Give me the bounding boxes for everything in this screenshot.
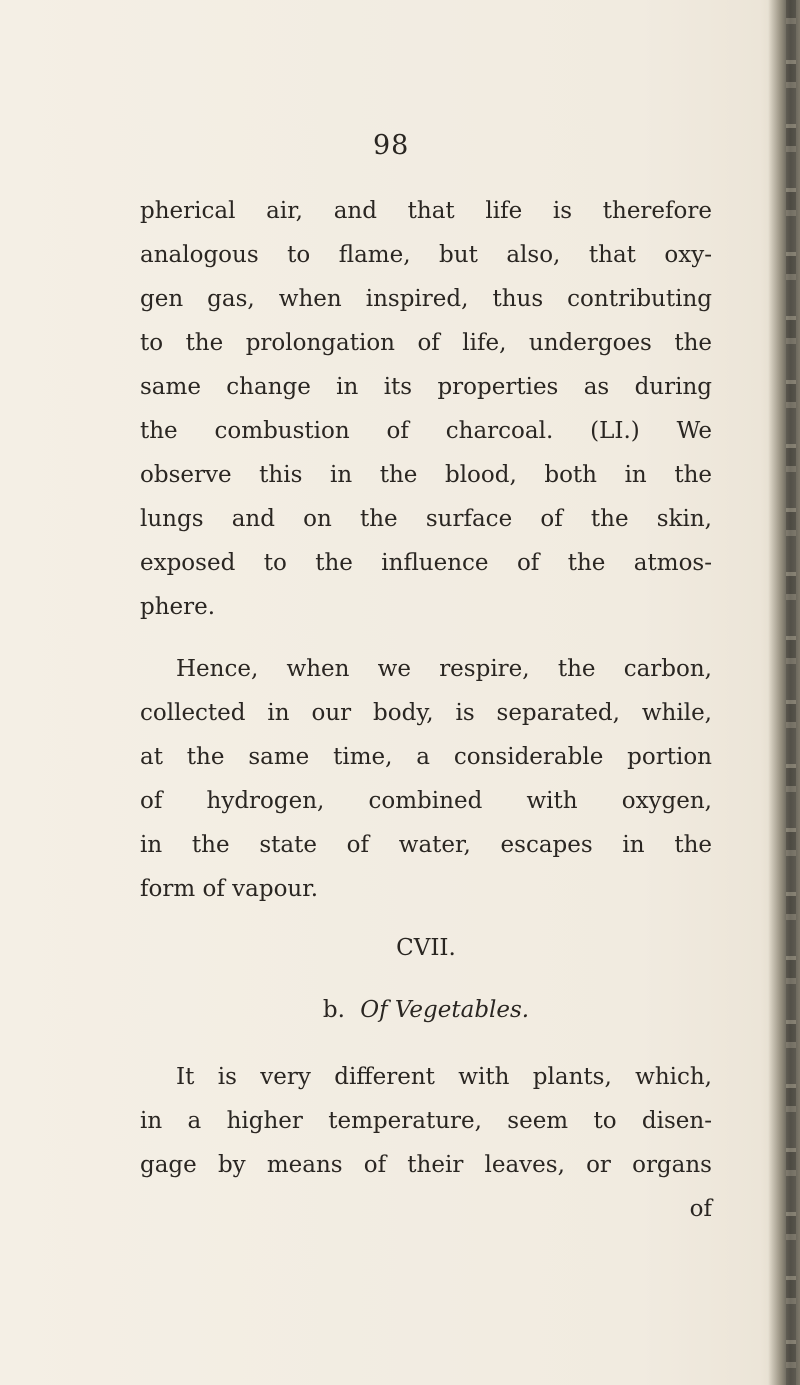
text-line: the combustion of charcoal. (LI.) We	[140, 418, 712, 444]
text-line: pherical air, and that life is therefore	[140, 198, 712, 224]
subheading	[140, 990, 712, 1030]
text-line: same change in its properties as during	[140, 374, 712, 400]
text-line: exposed to the influence of the atmos-	[140, 550, 712, 576]
page-number: 98	[373, 130, 410, 161]
catchword: of	[689, 1196, 712, 1222]
text-line: lungs and on the surface of the skin,	[140, 506, 712, 532]
text-line: analogous to flame, but also, that oxy-	[140, 242, 712, 268]
text-line: observe this in the blood, both in the	[140, 462, 712, 488]
text-line: It is very different with plants, which,	[176, 1064, 712, 1090]
subheading-letter: b.	[322, 997, 345, 1023]
text-line: form of vapour.	[140, 876, 319, 902]
page-edge-shadow	[768, 0, 800, 1385]
text-line: gage by means of their leaves, or organs	[140, 1152, 712, 1178]
text-line: Hence, when we respire, the carbon,	[176, 656, 712, 682]
text-line: of hydrogen, combined with oxygen,	[140, 788, 712, 814]
text-line: gen gas, when inspired, thus contributing	[140, 286, 712, 312]
subheading-title: Of Vegetables.	[360, 997, 530, 1023]
section-heading: CVII.	[396, 935, 456, 961]
text-line: at the same time, a considerable portion	[140, 744, 712, 770]
text-line: in the state of water, escapes in the	[140, 832, 712, 858]
text-line: in a higher temperature, seem to disen-	[140, 1108, 712, 1134]
text-line: to the prolongation of life, undergoes the	[140, 330, 712, 356]
text-line: collected in our body, is separated, while,	[140, 700, 712, 726]
text-line: phere.	[140, 594, 216, 620]
